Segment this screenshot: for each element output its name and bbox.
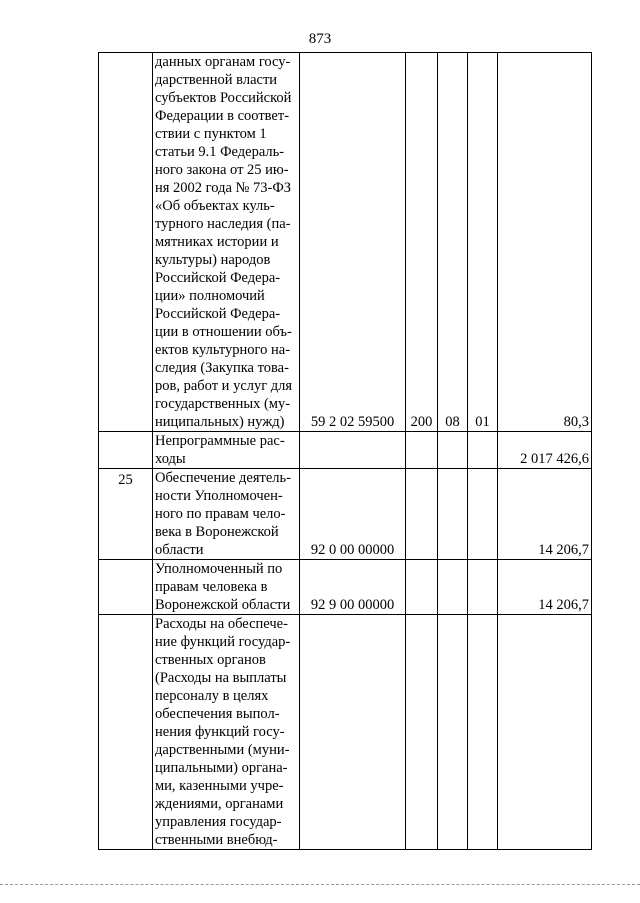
amount [498,615,592,850]
target-code: 92 9 00 00000 [300,560,406,615]
expense-type-code [406,560,438,615]
row-number [99,560,153,615]
table-row [99,469,592,560]
section-code [438,432,468,469]
section-code [438,560,468,615]
scan-edge-line [0,884,640,885]
subsection-code [468,469,498,560]
page-number: 873 [308,31,332,47]
amount: 2 017 426,6 [498,432,592,469]
expense-type-code [406,432,438,469]
amount: 80,3 [498,53,592,432]
expense-type-code [406,615,438,850]
subsection-code: 01 [468,53,498,432]
expense-type-code: 200 [406,53,438,432]
table-row [99,615,592,850]
subsection-code [468,432,498,469]
row-number [99,53,153,432]
subsection-code [468,615,498,850]
row-number [99,432,153,469]
expense-type-code [406,469,438,560]
amount: 14 206,7 [498,560,592,615]
target-code: 92 0 00 00000 [300,469,406,560]
expense-name: Уполномоченный по правам человека в Воронежской области [153,560,300,615]
table-row [99,53,592,432]
section-code [438,615,468,850]
subsection-code [468,560,498,615]
expense-name: Расходы на обеспече- ние функций государ- ственных органов (Расходы на выплаты персоналу в целях обеспечения выпол- нения функций госу- дарственными (муни- ципальными) органа- ми, казенными учре- ждениями, органами управления государ- ственными внебюд- [153,615,300,850]
expense-name: Обеспечение деятель- ности Уполномочен- ного по правам чело- века в Воронежской области [153,469,300,560]
section-code: 08 [438,53,468,432]
table-row [99,560,592,615]
row-number [99,615,153,850]
table-row [99,432,592,469]
row-number: 25 [99,469,153,560]
section-code [438,469,468,560]
expense-name: Непрограммные рас- ходы [153,432,300,469]
budget-table [98,52,592,850]
target-code: 59 2 02 59500 [300,53,406,432]
target-code [300,615,406,850]
target-code [300,432,406,469]
amount: 14 206,7 [498,469,592,560]
expense-name: данных органам госу- дарственной власти субъектов Российской Федерации в соответ- ствии с пунктом 1 статьи 9.1 Федераль- ного закона от 25 ию- ня 2002 года № 73-ФЗ «Об объектах куль- турного наследия (па- мятниках истории и культуры) народов Российской Федера- ции» полномочий Российской Федера- ции в отношении объ- ектов культурного на- следия (Закупка това- ров, работ и услуг для государственных (му- ниципальных) нужд) [153,53,300,432]
